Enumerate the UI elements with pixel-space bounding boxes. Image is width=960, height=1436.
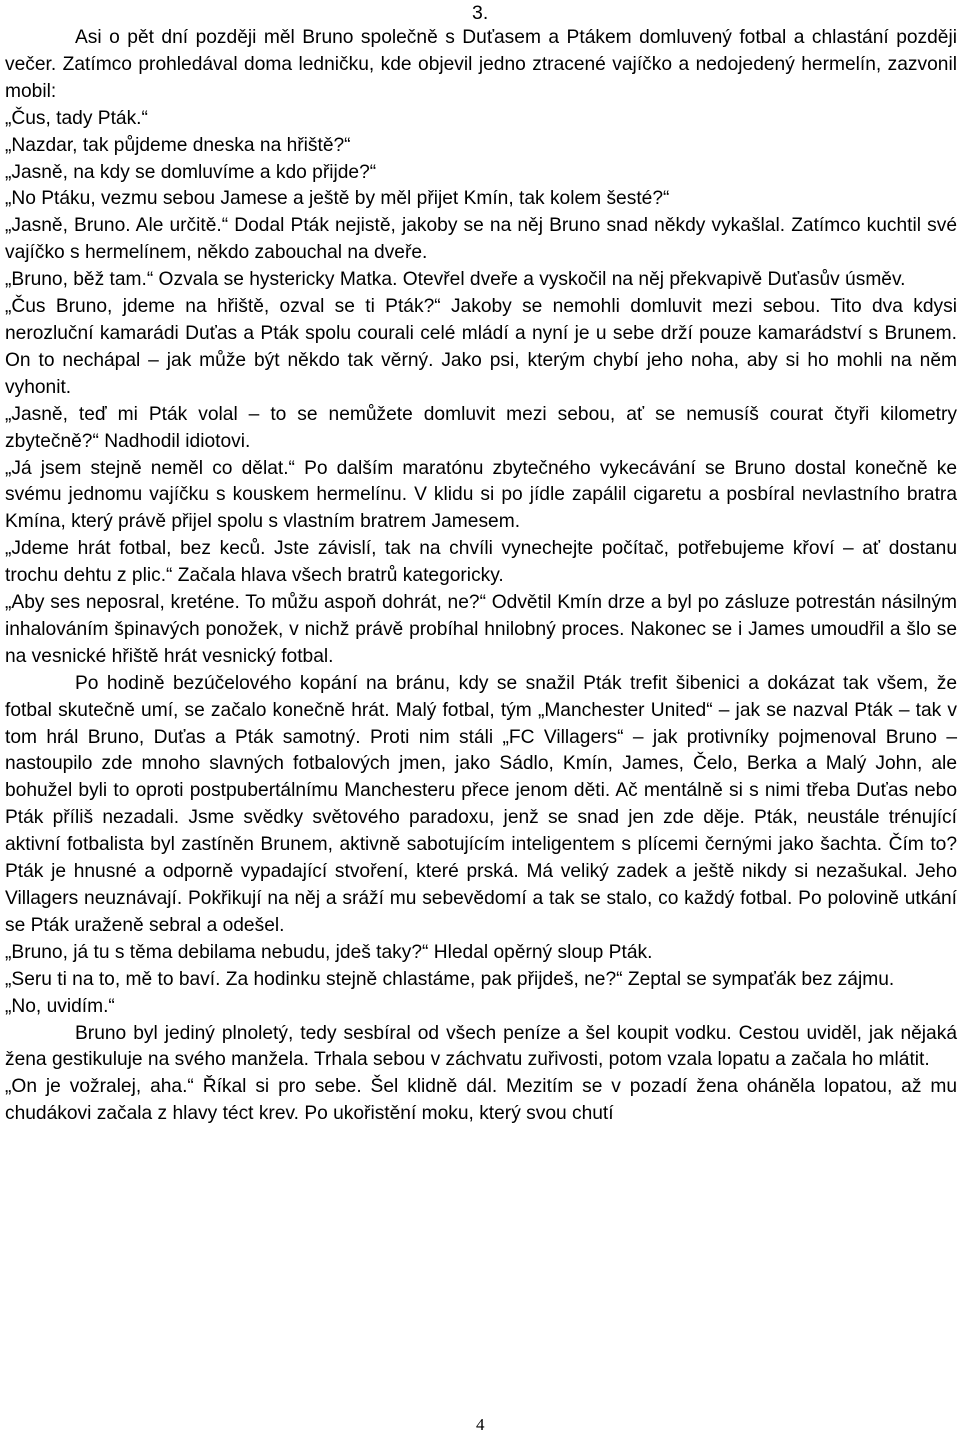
paragraph: „Jdeme hrát fotbal, bez keců. Jste závislí, tak na chvíli vynechejte počítač, potřebujeme křoví – ať dostanu trochu dehtu z plic.“ Začala hlava všech bratrů kategoricky.: [5, 538, 957, 587]
paragraph: „Aby ses neposral, kreténe. To můžu aspoň dohrát, ne?“ Odvětil Kmín drze a byl po zásluze potrestán násilným inhalováním špinavých ponožek, v nichž právě probíhal hnilobný proces. Nakonec se i James umoudřil a šlo se na vesnické hřiště hrát vesnický fotbal.: [5, 592, 957, 667]
paragraph: „Nazdar, tak půjdeme dneska na hřiště?“: [5, 134, 351, 156]
paragraph: „Čus, tady Pták.“: [5, 107, 148, 129]
paragraph: „Čus Bruno, jdeme na hřiště, ozval se ti Pták?“ Jakoby se nemohli domluvit mezi sebou. Tito dva kdysi nerozluční kamarádi Duťas a Pták spolu courali celé mládí a nyní je u sebe drží pouze kamarádství s Brunem. On to nechápal – jak může být někdo tak věrný. Jako psi, kterým chybí jeho noha, aby si ho mohli na něm vyhonit.: [5, 296, 957, 398]
paragraph: Bruno byl jediný plnoletý, tedy sesbíral od všech peníze a šel koupit vodku. Cestou uviděl, jak nějaká žena gestikuluje na svého manžela. Trhala sebou v záchvatu zuřivosti, potom vzala lopatu a začala ho mlátit.: [5, 1022, 957, 1071]
paragraph: „Bruno, běž tam.“ Ozvala se hystericky Matka. Otevřel dveře a vyskočil na něj překvapivě Duťasův úsměv.: [5, 269, 906, 291]
body-text: [5, 25, 957, 1128]
paragraph: „Jasně, na kdy se domluvíme a kdo přijde?“: [5, 161, 377, 183]
paragraph: „No Ptáku, vezmu sebou Jamese a ještě by měl přijet Kmín, tak kolem šesté?“: [5, 188, 670, 210]
paragraph: „Bruno, já tu s těma debilama nebudu, jdeš taky?“ Hledal opěrný sloup Pták.: [5, 941, 653, 963]
paragraph: Asi o pět dní později měl Bruno společně s Duťasem a Ptákem domluvený fotbal a chlastání později večer. Zatímco prohledával doma ledničku, kde objevil jedno ztracené vajíčko a nedojedený hermelín, zazvonil mobil:: [5, 27, 957, 102]
paragraph: „On je vožralej, aha.“ Říkal si pro sebe. Šel klidně dál. Mezitím se v pozadí žena oháněla lopatou, až mu chudákovi začala z hlavy téct krev. Po ukořistění moku, který svou chutí: [5, 1076, 957, 1125]
paragraph: „Jasně, teď mi Pták volal – to se nemůžete domluvit mezi sebou, ať se nemusíš courat čtyři kilometry zbytečně?“ Nadhodil idiotovi.: [5, 403, 957, 452]
page-number: 4: [476, 1415, 485, 1434]
paragraph: „Jasně, Bruno. Ale určitě.“ Dodal Pták nejistě, jakoby se na něj Bruno snad někdy vykašlal. Zatímco kuchtil své vajíčko s hermelínem, někdo zabouchal na dveře.: [5, 215, 957, 264]
chapter-number: 3.: [472, 2, 489, 24]
paragraph: „No, uvidím.“: [5, 995, 115, 1017]
paragraph: „Seru ti na to, mě to baví. Za hodinku stejně chlastáme, pak přijdeš, ne?“ Zeptal se sympaťák bez zájmu.: [5, 968, 895, 990]
paragraph: Po hodině bezúčelového kopání na bránu, kdy se snažil Pták trefit šibenici a dokázat tak všem, že fotbal skutečně umí, se začalo konečně hrát. Malý fotbal, tým „Manchester United“ – jak se nazval Pták – tak v tom hrál Bruno, Duťas a Pták samotný. Proti nim stáli „FC Villagers“ – jak protivníky pojmenoval Bruno – nastoupilo zde mnoho slavných fotbalových jmen, jako Sádlo, Kmín, James, Čelo, Berka a Malý John, ale bohužel byli to oproti postpubertálnímu Manchesteru přece jenom děti. Ač mentálně si s nimi třeba Duťas nebo Pták příliš nezadali. Jsme svědky světového paradoxu, jenž se snad jen zde děje. Pták, neustále trénující aktivní fotbalista byl zastíněn Brunem, aktivně sabotujícím inteligentem s plícemi černými jako šachta. Čím to? Pták je hnusné a odporně vypadající stvoření, které prská. Má veliký zadek a ještě nikdy si nezašukal. Jeho Villagers neuznávají. Pokřikují na něj a sráží mu sebevědomí a tak se stalo, co každý fotbal. Po polovině utkání se Pták uraženě sebral a odešel.: [5, 672, 957, 936]
paragraph: „Já jsem stejně neměl co dělat.“ Po dalším maratónu zbytečného vykecávání se Bruno dostal konečně ke svému jednomu vajíčku s kouskem hermelínu. V klidu si po jídle zapálil cigaretu a posbíral nevlastního bratra Kmína, který právě přijel spolu s vlastním bratrem Jamesem.: [5, 457, 957, 533]
